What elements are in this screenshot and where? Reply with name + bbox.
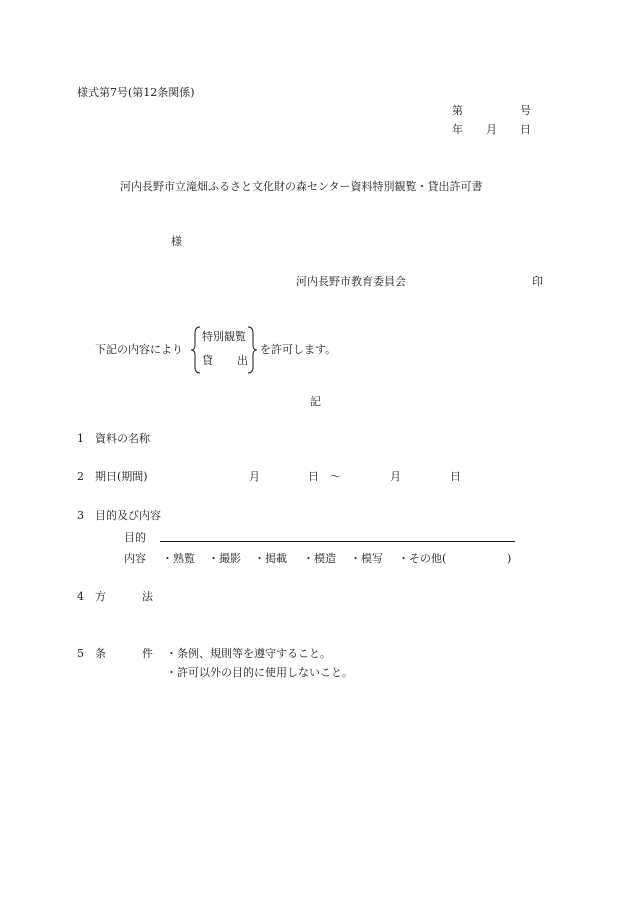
- option-loan-a: 貸: [202, 354, 213, 367]
- item2-day-start: 日: [308, 470, 319, 483]
- item1-number: 1: [77, 432, 84, 445]
- item3-purpose-label: 目的: [124, 531, 146, 544]
- header-go: 号: [520, 104, 531, 117]
- option-special-viewing: 特別観覧: [202, 330, 246, 343]
- content-option-mozou: ・模造: [303, 552, 336, 565]
- header-dai: 第: [452, 104, 463, 117]
- header-nen: 年: [452, 123, 463, 136]
- form-number: 様式第7号(第12条関係): [77, 86, 195, 99]
- content-option-jukuran: ・熟覧: [162, 552, 195, 565]
- content-option-satsuei: ・撮影: [208, 552, 241, 565]
- item5-number: 5: [77, 647, 84, 660]
- item2-month-start: 月: [249, 470, 260, 483]
- item2-month-end: 月: [390, 470, 401, 483]
- header-hi: 日: [520, 123, 531, 136]
- content-option-mosha: ・模写: [350, 552, 383, 565]
- item4-number: 4: [77, 590, 84, 603]
- header-tsuki: 月: [486, 123, 497, 136]
- ki-heading: 記: [310, 395, 321, 408]
- issuer-name: 河内長野市教育委員会: [296, 275, 406, 288]
- item1-label: 資料の名称: [95, 432, 150, 445]
- item2-tilde: 〜: [330, 470, 341, 483]
- item3-number: 3: [77, 509, 84, 522]
- document-title: 河内長野市立滝畑ふるさと文化財の森センター資料特別観覧・貸出許可書: [120, 180, 483, 193]
- item3-content-label: 内容: [124, 552, 146, 565]
- purpose-underline: [160, 541, 515, 542]
- left-brace: [190, 326, 202, 374]
- item5-label-b: 件: [142, 647, 153, 660]
- seal-mark: 印: [532, 275, 543, 288]
- item4-label-b: 法: [142, 590, 153, 603]
- item5-label-a: 条: [95, 647, 106, 660]
- item4-label-a: 方: [95, 590, 106, 603]
- item2-day-end: 日: [450, 470, 461, 483]
- permission-prefix: 下記の内容により: [95, 343, 183, 356]
- right-brace: [246, 326, 258, 374]
- content-option-keisai: ・掲載: [254, 552, 287, 565]
- content-option-close-paren: ): [507, 552, 512, 565]
- option-loan-b: 出: [237, 354, 248, 367]
- permission-suffix: を許可します。: [260, 343, 337, 356]
- content-option-other: ・その他(: [398, 552, 447, 565]
- item2-label: 期日(期間): [95, 470, 148, 483]
- addressee-sama: 様: [171, 235, 182, 248]
- item2-number: 2: [77, 470, 84, 483]
- condition-1: ・条例、規則等を遵守すること。: [166, 647, 331, 660]
- item3-label: 目的及び内容: [95, 509, 161, 522]
- condition-2: ・許可以外の目的に使用しないこと。: [166, 666, 353, 679]
